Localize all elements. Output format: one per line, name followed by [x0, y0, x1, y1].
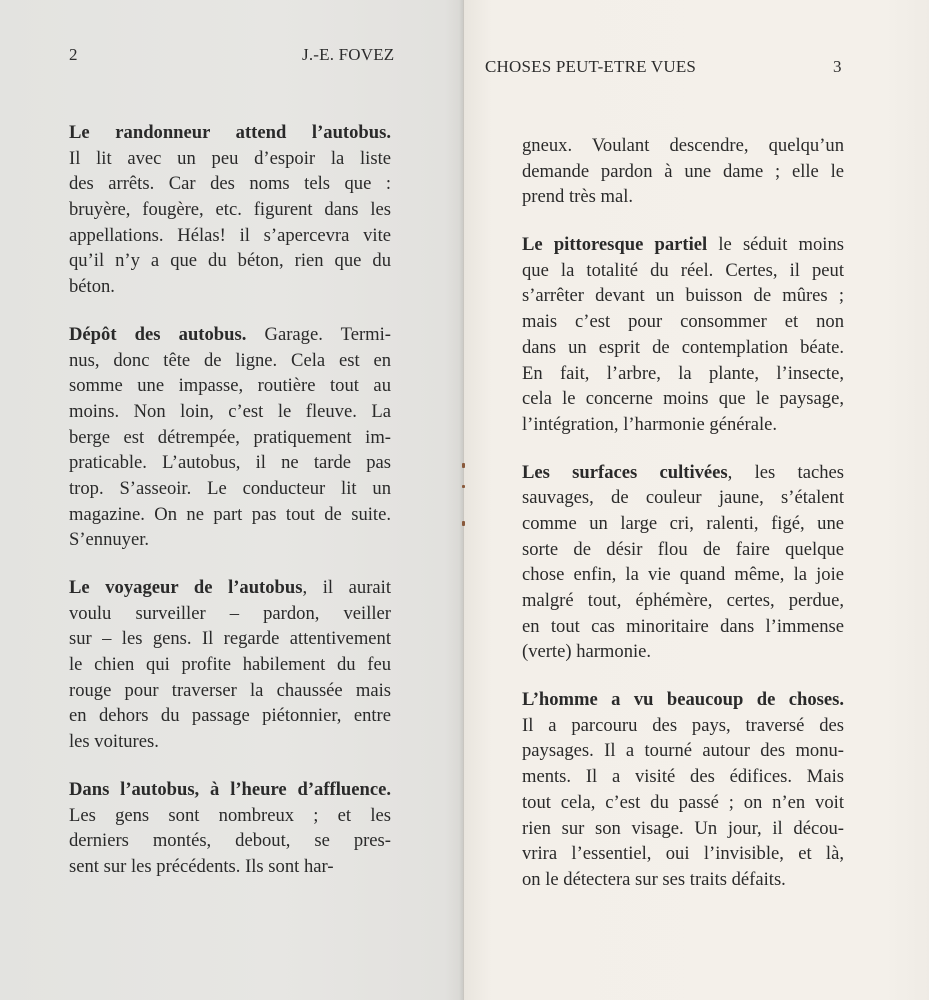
- body-text: prend très mal.: [522, 186, 634, 208]
- body-text: comme un large cri, ralenti, figé, une: [522, 512, 844, 534]
- text-line: [69, 197, 391, 223]
- body-text: bruyère, fougère, etc. figurent dans les: [69, 199, 391, 221]
- text-line: [69, 348, 391, 374]
- text-line: [69, 703, 391, 729]
- paragraph-heading: Le voyageur de l’autobus: [69, 577, 303, 598]
- body-text: , les taches: [727, 461, 844, 483]
- left-page: [0, 0, 463, 1000]
- body-text: les voitures.: [69, 731, 159, 753]
- text-line: [69, 601, 391, 627]
- right-text-column: [522, 133, 844, 893]
- left-text-column: [69, 120, 391, 880]
- text-line: [69, 854, 391, 880]
- paragraph-heading: Les surfaces cultivées: [522, 461, 728, 483]
- body-text: somme une impasse, routière tout au: [69, 375, 391, 397]
- text-line: [69, 626, 391, 652]
- binding-staple-mark: [462, 463, 465, 468]
- body-text: sauvages, de couleur jaune, s’étalent: [522, 487, 844, 509]
- text-line: [522, 159, 844, 185]
- body-text: sur – les gens. Il regarde attentivement: [69, 628, 391, 650]
- body-text: S’ennuyer.: [69, 529, 150, 551]
- body-text: derniers montés, debout, se pres-: [69, 830, 391, 852]
- paragraph: [522, 687, 844, 893]
- text-line: [522, 258, 844, 284]
- body-text: le chien qui profite habilement du feu: [69, 654, 391, 676]
- text-line: [522, 537, 844, 563]
- text-line: [522, 386, 844, 412]
- text-line: [522, 713, 844, 739]
- text-line: [522, 687, 844, 713]
- text-line: [522, 790, 844, 816]
- paragraph: [69, 322, 391, 553]
- text-line: [69, 777, 391, 803]
- body-text: en dehors du passage piétonnier, entre: [69, 705, 391, 727]
- text-line: [69, 527, 391, 553]
- body-text: mais c’est pour consommer et non: [522, 311, 844, 333]
- body-text: le séduit moins: [707, 234, 844, 256]
- body-text: ments. Il a visité des édifices. Mais: [522, 766, 844, 788]
- text-line: [69, 575, 391, 601]
- paragraph-gap: [522, 438, 844, 460]
- page-number: 3: [833, 57, 842, 76]
- body-text: cela le concerne moins que le paysage,: [522, 388, 844, 410]
- text-line: [69, 248, 391, 274]
- text-line: [69, 373, 391, 399]
- text-line: [69, 223, 391, 249]
- body-text: rouge pour traverser la chaussée mais: [69, 679, 391, 701]
- body-text: magazine. On ne part pas tout de suite.: [69, 503, 391, 525]
- text-line: [522, 738, 844, 764]
- text-line: [69, 171, 391, 197]
- text-line: [522, 816, 844, 842]
- paragraph: [522, 232, 844, 438]
- paragraph-gap: [522, 665, 844, 687]
- text-line: [522, 412, 844, 438]
- running-head-title: CHOSES PEUT-ETRE VUES: [485, 57, 697, 76]
- text-line: [69, 274, 391, 300]
- text-line: [522, 764, 844, 790]
- text-line: [69, 425, 391, 451]
- text-line: [522, 133, 844, 159]
- body-text: En fait, l’arbre, la plante, l’insecte,: [522, 362, 844, 384]
- body-text: Il lit avec un peu d’espoir la liste: [69, 147, 391, 169]
- body-text: sent sur les précédents. Ils sont har-: [69, 855, 334, 877]
- paragraph-heading: Le randonneur attend l’autobus.: [69, 122, 391, 143]
- body-text: Garage. Termi-: [246, 323, 391, 345]
- body-text: appellations. Hélas! il s’apercevra vite: [69, 224, 391, 246]
- text-line: [522, 485, 844, 511]
- body-text: berge est détrempée, pratiquement im-: [69, 426, 391, 448]
- text-line: [69, 476, 391, 502]
- text-line: [522, 562, 844, 588]
- text-line: [522, 460, 844, 486]
- body-text: dans un esprit de contemplation béate.: [522, 336, 844, 358]
- paragraph-gap: [69, 553, 391, 575]
- paragraph-heading: L’homme a vu beaucoup de choses.: [522, 689, 844, 711]
- paragraph-heading: Dépôt des autobus.: [69, 323, 247, 345]
- body-text: que la totalité du réel. Certes, il peut: [522, 259, 844, 281]
- text-line: [69, 322, 391, 348]
- body-text: praticable. L’autobus, il ne tarde pas: [69, 452, 391, 474]
- body-text: malgré tout, éphémère, certes, perdue,: [522, 590, 844, 611]
- text-line: [522, 309, 844, 335]
- body-text: Il a parcouru des pays, traversé des: [522, 714, 844, 736]
- body-text: , il aurait: [302, 577, 392, 598]
- body-text: rien sur son visage. Un jour, il décou-: [522, 817, 844, 839]
- text-line: [522, 639, 844, 665]
- text-line: [522, 588, 844, 614]
- text-line: [522, 614, 844, 640]
- text-line: [69, 146, 391, 172]
- text-line: [522, 361, 844, 387]
- text-line: [522, 867, 844, 893]
- text-line: [69, 803, 391, 829]
- body-text: en tout cas minoritaire dans l’immense: [522, 615, 844, 637]
- binding-staple-mark: [462, 521, 465, 526]
- text-line: [69, 450, 391, 476]
- body-text: demande pardon à une dame ; elle le: [522, 160, 844, 182]
- body-text: on le détectera sur ses traits défaits.: [522, 868, 786, 890]
- body-text: moins. Non loin, c’est le fleuve. La: [69, 400, 391, 422]
- paragraph: [69, 120, 391, 300]
- paragraph-gap: [522, 210, 844, 232]
- body-text: (verte) harmonie.: [522, 641, 652, 663]
- body-text: paysages. Il a tourné autour des monu-: [522, 740, 844, 762]
- body-text: des arrêts. Car des noms tels que :: [69, 173, 391, 195]
- body-text: nus, donc tête de ligne. Cela est en: [69, 349, 391, 371]
- body-text: Les gens sont nombreux ; et les: [69, 804, 391, 826]
- paragraph: [522, 460, 844, 666]
- paragraph: [69, 575, 391, 755]
- body-text: voulu surveiller – pardon, veiller: [69, 602, 391, 624]
- text-line: [522, 283, 844, 309]
- text-line: [69, 652, 391, 678]
- body-text: chose enfin, la vie quand même, la joie: [522, 564, 844, 586]
- paragraph: [69, 777, 391, 880]
- text-line: [69, 828, 391, 854]
- paragraph-heading: Le pittoresque partiel: [522, 234, 708, 256]
- text-line: [69, 120, 391, 146]
- paragraph-gap: [69, 300, 391, 322]
- body-text: gneux. Voulant descendre, quelqu’un: [522, 135, 844, 156]
- text-line: [522, 841, 844, 867]
- body-text: qu’il n’y a que du béton, rien que du: [69, 250, 391, 272]
- paragraph-heading: Dans l’autobus, à l’heure d’affluence.: [69, 778, 391, 800]
- text-line: [69, 502, 391, 528]
- body-text: tout cela, c’est du passé ; on n’en voit: [522, 791, 844, 813]
- text-line: [522, 184, 844, 210]
- text-line: [522, 232, 844, 258]
- page-number: 2: [69, 45, 78, 64]
- text-line: [522, 511, 844, 537]
- text-line: [69, 729, 391, 755]
- body-text: béton.: [69, 276, 115, 298]
- text-line: [69, 678, 391, 704]
- right-page: [463, 0, 929, 1000]
- body-text: sorte de désir flou de faire quelque: [522, 538, 844, 560]
- text-line: [522, 335, 844, 361]
- paragraph-gap: [69, 755, 391, 777]
- running-head-author: J.-E. FOVEZ: [302, 45, 395, 64]
- paragraph: [522, 133, 844, 210]
- text-line: [69, 399, 391, 425]
- body-text: l’intégration, l’harmonie générale.: [522, 413, 778, 435]
- body-text: trop. S’asseoir. Le conducteur lit un: [69, 477, 391, 499]
- body-text: vrira l’essentiel, oui l’invisible, et là,: [522, 843, 844, 865]
- binding-staple-mark: [462, 485, 465, 488]
- body-text: s’arrêter devant un buisson de mûres ;: [522, 285, 844, 307]
